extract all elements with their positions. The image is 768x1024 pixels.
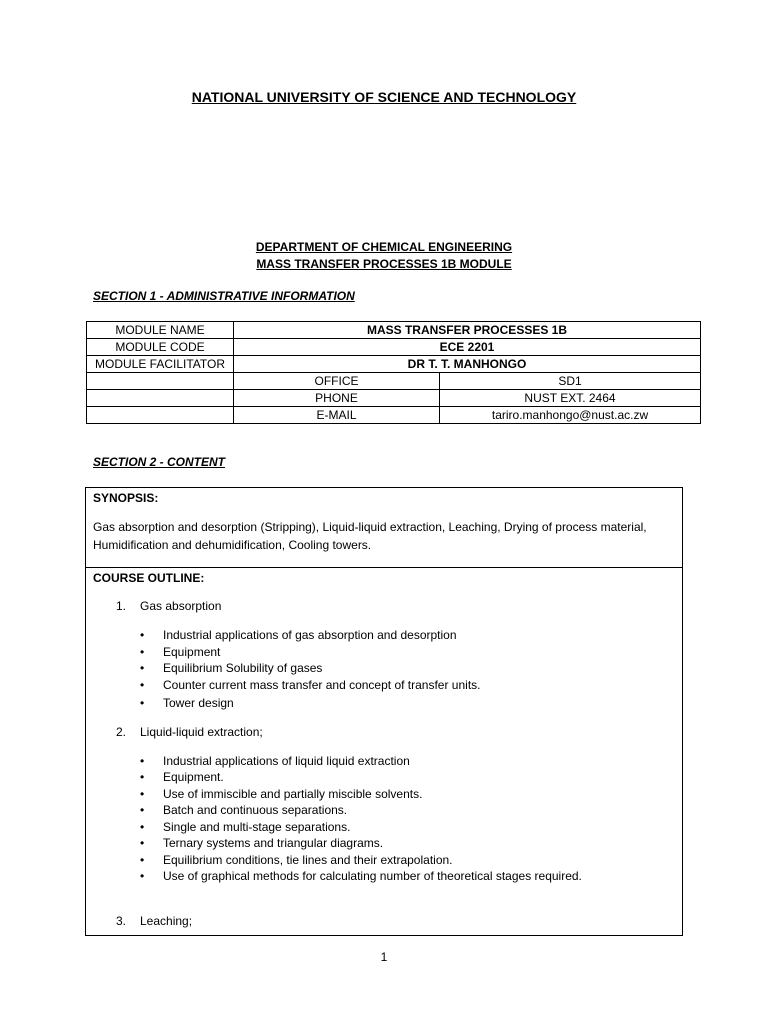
empty-cell (87, 407, 234, 424)
department-name: DEPARTMENT OF CHEMICAL ENGINEERING (255, 240, 513, 254)
department-header (0, 239, 768, 273)
list-item: • Counter current mass transfer and concept of transfer units. (140, 677, 675, 694)
list-item: • Tower design (140, 695, 675, 712)
phone-value: NUST EXT. 2464 (440, 390, 701, 407)
table-row (87, 407, 701, 424)
module-title: MASS TRANSFER PROCESSES 1B MODULE (256, 257, 512, 271)
admin-info-table (86, 321, 701, 424)
outline-1-bullets (140, 627, 675, 712)
table-row (87, 339, 701, 356)
course-outline-label: COURSE OUTLINE: (93, 571, 205, 585)
section1-heading: SECTION 1 - ADMINISTRATIVE INFORMATION (93, 289, 355, 303)
email-value: tariro.manhongo@nust.ac.zw (440, 407, 701, 424)
outline-item-3 (116, 913, 675, 930)
list-item: • Equipment. (140, 769, 675, 786)
section2-heading: SECTION 2 - CONTENT (93, 455, 226, 469)
list-item: • Use of immiscible and partially miscible solvents. (140, 786, 675, 803)
module-facilitator-label: MODULE FACILITATOR (87, 356, 234, 373)
list-item: • Industrial applications of liquid liquid extraction (140, 753, 675, 770)
email-label: E-MAIL (234, 407, 440, 424)
outline-item-1 (116, 598, 675, 615)
list-item: • Equipment (140, 644, 675, 661)
phone-label: PHONE (234, 390, 440, 407)
list-item: • Batch and continuous separations. (140, 802, 675, 819)
module-name-value: MASS TRANSFER PROCESSES 1B (234, 322, 701, 339)
synopsis-text: Gas absorption and desorption (Stripping), Liquid-liquid extraction, Leaching, Drying of process material, Humidification and dehumidification, Cooling towers. (93, 520, 647, 552)
outline-title: Leaching; (140, 913, 193, 928)
empty-cell (87, 390, 234, 407)
page-number: 1 (380, 950, 388, 964)
office-label: OFFICE (234, 373, 440, 390)
table-row (87, 390, 701, 407)
outline-2-bullets (140, 753, 675, 885)
module-facilitator-value: DR T. T. MANHONGO (234, 356, 701, 373)
table-row (87, 356, 701, 373)
office-value: SD1 (440, 373, 701, 390)
module-name-label: MODULE NAME (87, 322, 234, 339)
list-item: • Single and multi-stage separations. (140, 819, 675, 836)
outline-number: 3. (116, 913, 127, 928)
course-outline-block (86, 568, 682, 930)
list-item: • Equilibrium conditions, tie lines and their extrapolation. (140, 852, 675, 869)
outline-title: Gas absorption (140, 599, 222, 613)
list-item: • Use of graphical methods for calculating number of theoretical stages required. (140, 868, 675, 885)
empty-cell (87, 373, 234, 390)
table-row (87, 322, 701, 339)
list-item: • Equilibrium Solubility of gases (140, 660, 675, 677)
outline-number: 2. (116, 724, 127, 739)
synopsis-label: SYNOPSIS: (93, 491, 159, 505)
outline-title: Liquid-liquid extraction; (140, 724, 263, 739)
synopsis-block (86, 488, 682, 568)
module-code-label: MODULE CODE (87, 339, 234, 356)
outline-item-2 (116, 724, 675, 741)
list-item: • Ternary systems and triangular diagrams. (140, 835, 675, 852)
table-row (87, 373, 701, 390)
list-item: • Industrial applications of gas absorption and desorption (140, 627, 675, 644)
university-title: NATIONAL UNIVERSITY OF SCIENCE AND TECHNOLOGY (191, 89, 577, 105)
module-code-value: ECE 2201 (234, 339, 701, 356)
content-box (85, 487, 683, 936)
outline-number: 1. (116, 599, 127, 613)
